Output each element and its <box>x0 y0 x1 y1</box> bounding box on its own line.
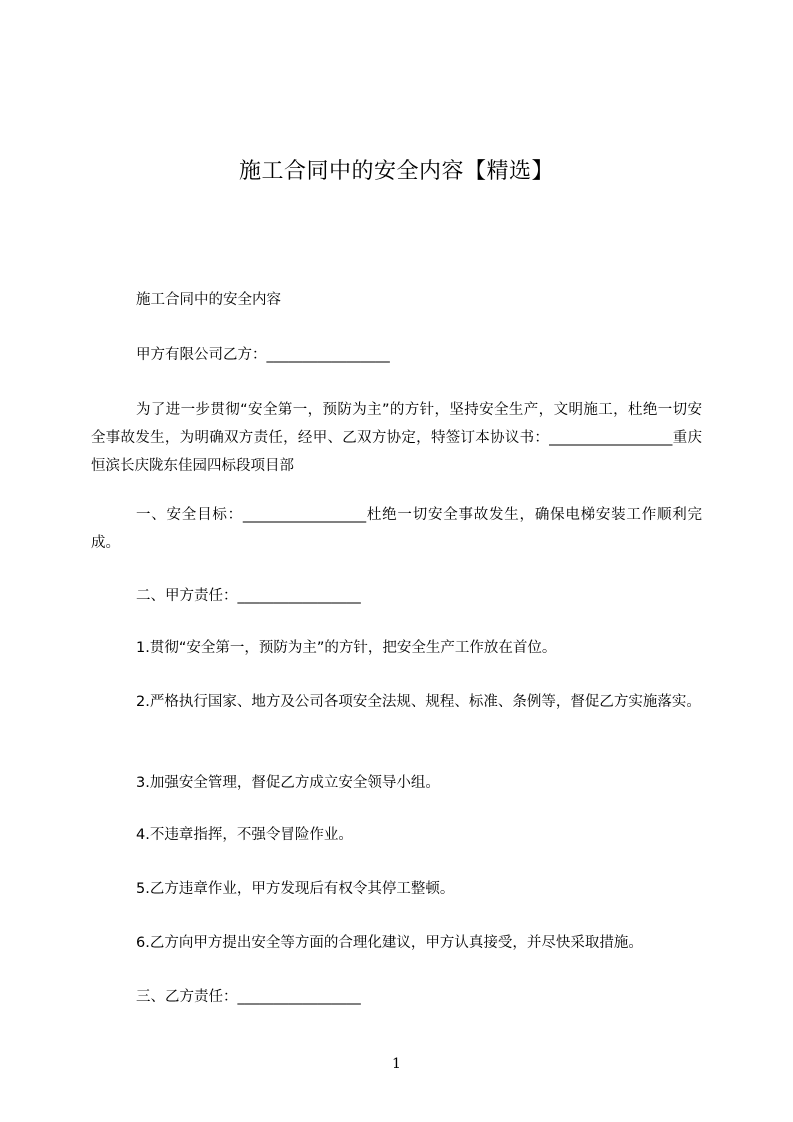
paragraph-subtitle: 施工合同中的安全内容 <box>136 292 281 308</box>
paragraph-section-3-heading: 三、乙方责任：_________________ <box>136 989 361 1005</box>
paragraph-item-5: 5.乙方违章作业，甲方发现后有权令其停工整顿。 <box>136 881 455 897</box>
paragraph-section-1-safety-goal: 一、安全目标：_________________杜绝一切安全事故发生，确保电梯安装工作顺利完成。 <box>91 507 702 551</box>
paragraph-item-4: 4.不违章指挥，不强令冒险作业。 <box>136 827 353 843</box>
paragraph-item-2: 2.严格执行国家、地方及公司各项安全法规、规程、标准、条例等，督促乙方实施落实。 <box>136 694 701 710</box>
paragraph-item-1: 1.贯彻“安全第一，预防为主”的方针，把安全生产工作放在首位。 <box>136 640 557 656</box>
paragraph-item-3: 3.加强安全管理，督促乙方成立安全领导小组。 <box>136 775 440 791</box>
paragraph-section-2-heading: 二、甲方责任：_________________ <box>136 588 361 604</box>
paragraph-parties: 甲方有限公司乙方：_________________ <box>136 347 390 363</box>
paragraph-preamble: 为了进一步贯彻“安全第一，预防为主”的方针，坚持安全生产，文明施工，杜绝一切安全事故发生，为明确双方责任，经甲、乙双方协定，特签订本协议书：_________________重庆恒滨长庆陇东佳园四标段项目部 <box>91 402 702 474</box>
page-number: 1 <box>392 1056 401 1072</box>
document-title: 施工合同中的安全内容【精选】 <box>238 158 554 184</box>
paragraph-item-6: 6.乙方向甲方提出安全等方面的合理化建议，甲方认真接受，并尽快采取措施。 <box>136 935 643 951</box>
